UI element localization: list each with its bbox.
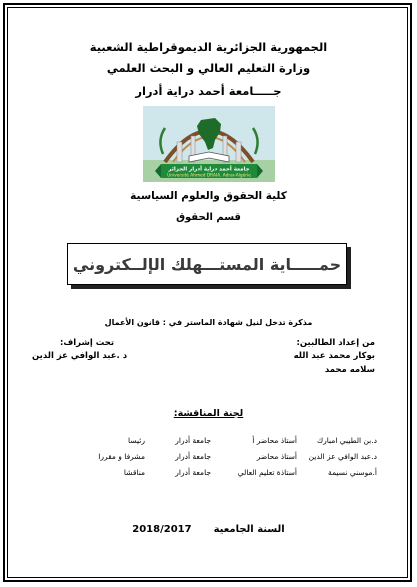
member-role: رئيسا: [128, 436, 145, 445]
committee-row: [0, 452, 417, 464]
academic-year: [0, 524, 417, 535]
academic-year-value: 2018/2017: [132, 524, 192, 535]
republic-header: الجمهورية الجزائرية الديموقراطية الشعبية: [89, 40, 328, 54]
memo-note: مذكرة تدخل لنيل شهادة الماستر في : قانون الأعمال: [104, 318, 313, 327]
committee-row: [0, 436, 417, 448]
member-rank: أستاذ محاضر: [256, 452, 297, 461]
logo-latin-text: Université Ahmed DRAIA. Adrar-Algérie: [167, 173, 251, 179]
committee-label: لجنة المناقشة:: [173, 408, 244, 419]
thesis-title-box: [67, 243, 347, 285]
logo-arabic-text: جامعة أحمد دراية أدرار الجزائر: [168, 166, 250, 173]
supervisor-label: تحت إشراف:: [60, 338, 115, 348]
university-header: جـــــامعة أحمد دراية أدرار: [135, 84, 282, 98]
student-name-2: سلامه محمد: [324, 365, 375, 375]
university-logo: [143, 106, 275, 182]
faculty-name: كلية الحقوق والعلوم السياسية: [130, 190, 287, 202]
member-rank: أستاذ محاضر أ: [252, 436, 297, 445]
member-role: مشرفا و مقررا: [98, 452, 145, 461]
member-rank: أستاذة تعليم العالي: [237, 468, 297, 477]
committee-heading: [0, 408, 417, 419]
supervisor-name: د .عبد الوافي عز الدين: [32, 351, 128, 361]
member-name: أ.موسني نسيمة: [328, 468, 377, 477]
student-name-1: بوكار محمد عبد الله: [293, 351, 375, 361]
ministry-header: وزارة التعليم العالي و البحث العلمي: [106, 61, 311, 75]
member-role: مناقشا: [123, 468, 145, 477]
department-name: قسم الحقوق: [176, 212, 241, 223]
thesis-title: حمـــــاية المستـــهلك الإلــكتروني: [72, 254, 342, 274]
academic-year-label: السنة الجامعية: [213, 524, 285, 535]
committee-row: [0, 468, 417, 480]
member-name: د.عبد الوافي عز الدين: [308, 452, 377, 461]
students-label: من إعداد الطالبين:: [296, 338, 375, 348]
member-university: جامعة أدرار: [175, 436, 211, 445]
member-university: جامعة أدرار: [175, 452, 211, 461]
member-name: د.بن الطيبي امبارك: [316, 436, 377, 445]
member-university: جامعة أدرار: [175, 468, 211, 477]
